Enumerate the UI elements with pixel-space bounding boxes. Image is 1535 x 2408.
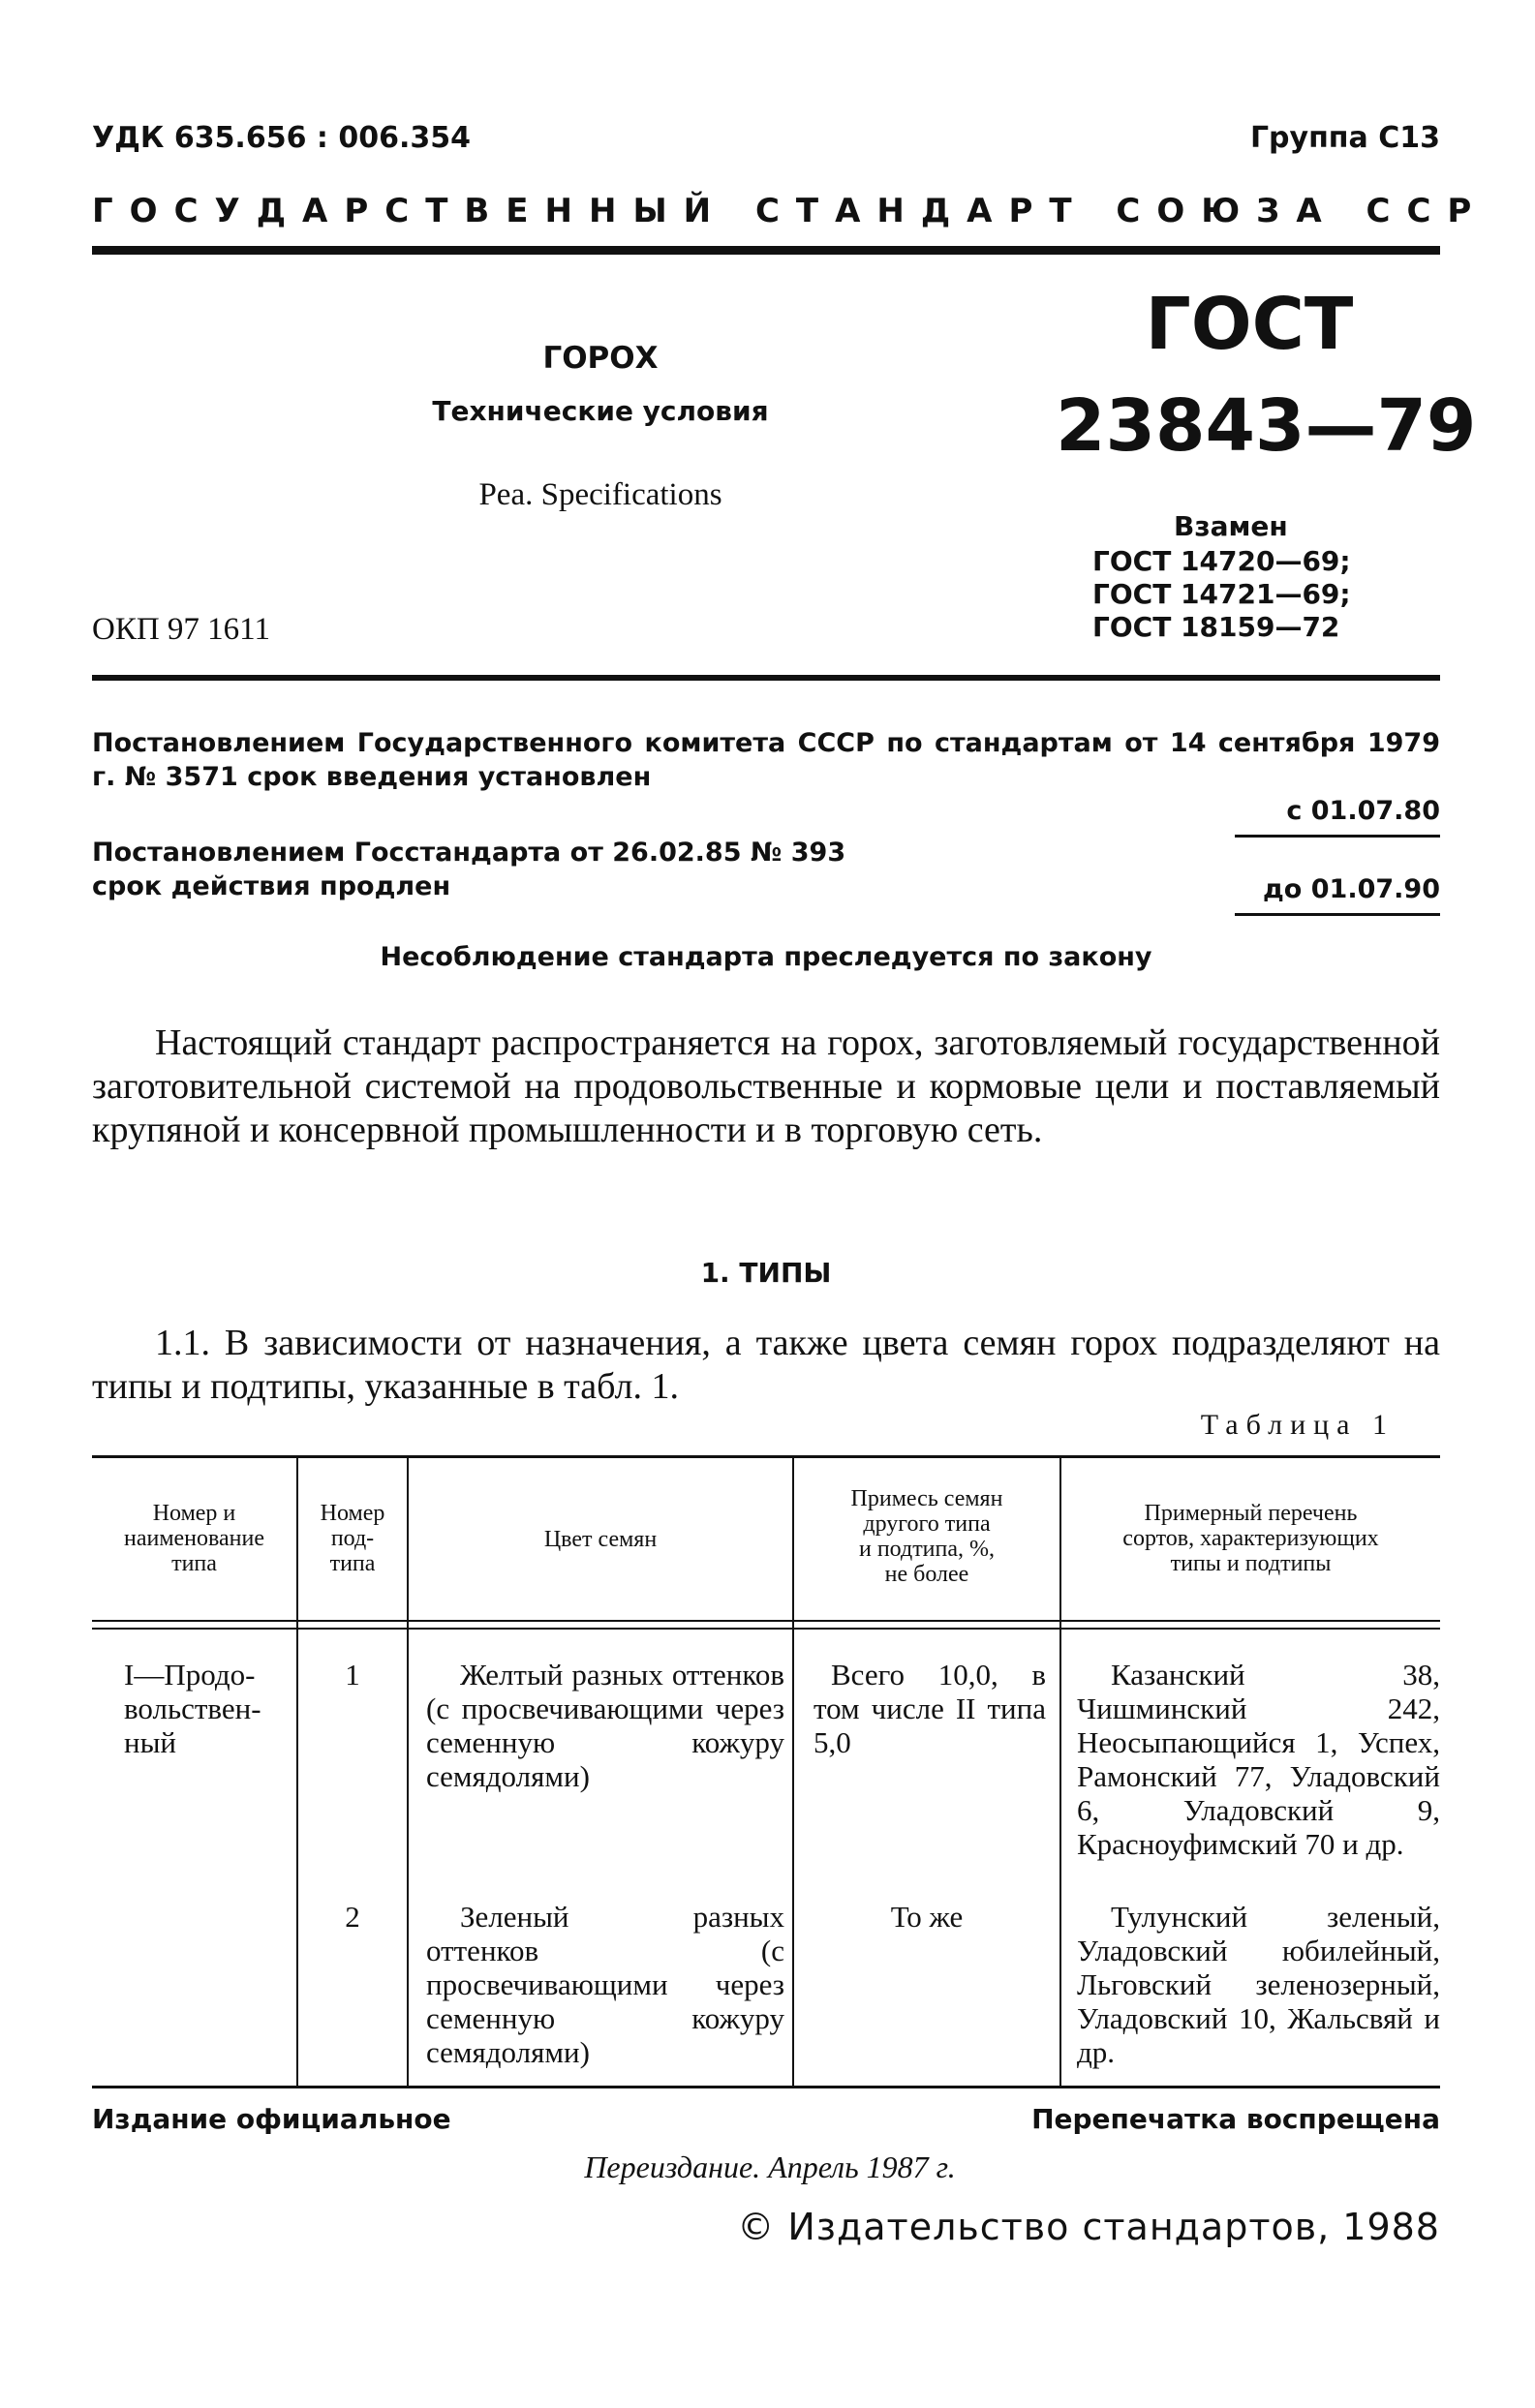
reissue-note: Переиздание. Апрель 1987 г. xyxy=(584,2149,956,2184)
subtype-cell: 2 xyxy=(345,1900,360,1934)
validity-date: до 01.07.90 xyxy=(1263,874,1440,904)
doc-subtitle: Технические условия xyxy=(432,395,769,427)
type-cell: I—Продо- вольствен- ный xyxy=(124,1658,261,1759)
color-cell: Зеленый разных оттенков (с просвечивающими через семенную кожуру семядолями) xyxy=(426,1900,784,2069)
date-rule xyxy=(1235,913,1440,916)
replaced-standards xyxy=(1092,545,1351,644)
group-code: Группа С13 xyxy=(1249,121,1440,155)
gost-label: ГОСТ xyxy=(1145,283,1354,366)
decree-2: Постановлением Госстандарта от 26.02.85 № 393 срок действия продлен xyxy=(92,838,846,901)
column-divider xyxy=(407,1458,409,2086)
subtype-cell: 1 xyxy=(345,1658,360,1692)
table-top-rule xyxy=(92,1455,1440,1458)
replaced-standard: ГОСТ 14721—69; xyxy=(1092,578,1351,610)
section-paragraph: 1.1. В зависимости от назначения, а также цвета семян горох подразделяют на типы и подтипы, указанные в табл. 1. xyxy=(92,1323,1440,1407)
compliance-warning: Несоблюдение стандарта преследуется по закону xyxy=(380,942,1152,972)
column-header: Примерный перечень сортов, характеризующих типы и подтипы xyxy=(1122,1501,1379,1576)
okp-code: ОКП 97 1611 xyxy=(92,612,270,647)
column-header: Номер и наименование типа xyxy=(123,1501,265,1576)
banner-rule xyxy=(92,246,1440,255)
admixture-cell: То же xyxy=(890,1900,964,1934)
udc-code: УДК 635.656 : 006.354 xyxy=(92,121,471,155)
replaced-standard: ГОСТ 18159—72 xyxy=(1092,611,1340,643)
table-bottom-rule xyxy=(92,2086,1440,2088)
copyright: © Издательство стандартов, 1988 xyxy=(737,2206,1440,2248)
header-rule xyxy=(92,1620,1440,1622)
title-rule xyxy=(92,675,1440,681)
varieties-cell: Казанский 38, Чишминский 242, Неосыпающийся 1, Успех, Рамонский 77, Уладовский 6, Уладовский 9, Красноуфимский 70 и др. xyxy=(1077,1658,1440,1861)
header-rule xyxy=(92,1628,1440,1630)
doc-title: ГОРОХ xyxy=(542,341,659,376)
column-header: Примесь семян другого типа и подтипа, %, не более xyxy=(850,1486,1003,1587)
gost-number: 23843—79 xyxy=(1056,384,1477,468)
table-caption: Таблица 1 xyxy=(1200,1409,1395,1441)
section-heading: 1. ТИПЫ xyxy=(700,1257,832,1289)
introduction-date: с 01.07.80 xyxy=(1286,796,1440,826)
replaces-label: Взамен xyxy=(1174,510,1288,542)
intro-paragraph: Настоящий стандарт распространяется на горох, заготовляемый государственной заготовительной системой на продовольственные и кормовые цели и поставляемый крупяной и консервной промышленности и в торговую сеть. xyxy=(92,1022,1440,1150)
english-title: Pea. Specifications xyxy=(478,477,722,512)
banner-title: ГОСУДАРСТВЕННЫЙ СТАНДАРТ СОЮЗА ССР xyxy=(92,192,1489,230)
decree-1: Постановлением Государственного комитета СССР по стандартам от 14 сентября 1979 г. № 3571 срок введения установлен xyxy=(92,728,1440,792)
varieties-cell: Тулунский зеленый, Уладовский юбилейный, Льговский зеленозерный, Уладовский 10, Жальсвяй и др. xyxy=(1077,1900,1440,2069)
column-header: Номер под- типа xyxy=(320,1501,385,1576)
admixture-cell: Всего 10,0, в том числе II типа 5,0 xyxy=(814,1658,1046,1759)
date-rule xyxy=(1235,835,1440,838)
column-header: Цвет семян xyxy=(543,1527,658,1552)
color-cell: Желтый разных оттенков (с просвечивающими через семенную кожуру семядолями) xyxy=(426,1658,784,1793)
replaced-standard: ГОСТ 14720—69; xyxy=(1092,545,1351,577)
reprint-notice: Перепечатка воспрещена xyxy=(1031,2103,1440,2135)
official-edition: Издание официальное xyxy=(92,2103,451,2135)
